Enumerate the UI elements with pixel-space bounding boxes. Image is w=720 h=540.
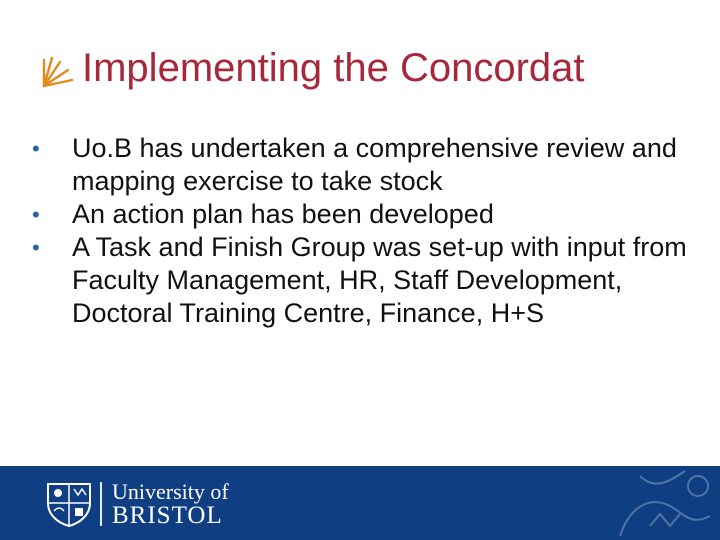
slide-title: Implementing the Concordat [82,45,585,90]
bullet-item [30,132,690,198]
bullet-text: An action plan has been developed [72,199,494,229]
bullet-text: Uo.B has undertaken a comprehensive review and mapping exercise to take stock [72,133,677,196]
heraldic-watermark-icon [610,466,720,540]
bullet-dot: • [32,136,40,161]
logo-wordmark [112,480,229,528]
university-crest-icon [44,481,94,527]
logo-line-bristol: BRISTOL [112,502,223,529]
footer-banner [0,466,720,540]
bullet-text: A Task and Finish Group was set-up with input from Faculty Management, HR, Staff Development, Doctoral Training Centre, Finance, H+S [72,232,687,328]
bullet-dot: • [32,235,40,260]
grass-mark-icon [38,48,78,88]
bullet-dot: • [32,202,40,227]
university-logo [44,480,229,528]
logo-divider [100,482,102,526]
bullet-list [30,132,690,330]
title-row [38,38,585,98]
logo-line-university: University of [112,479,229,504]
bullet-item [30,198,690,231]
bullet-item [30,231,690,330]
